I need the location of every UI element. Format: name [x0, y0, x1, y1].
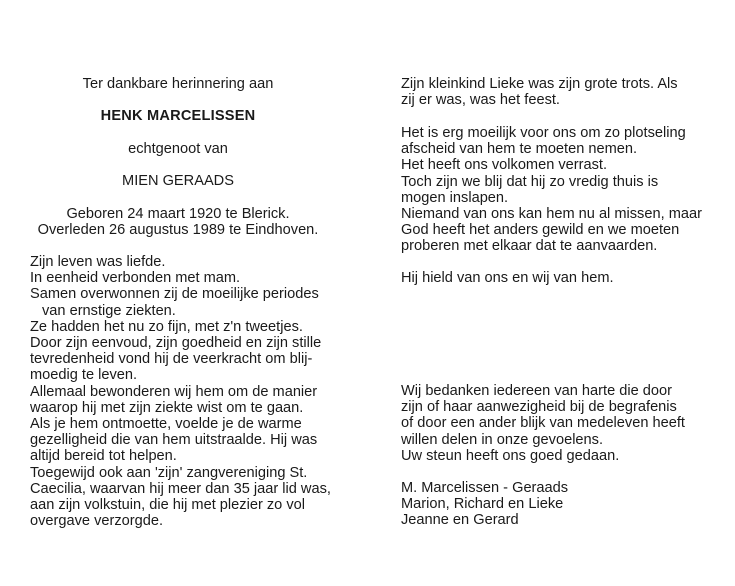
text-line: Zijn kleinkind Lieke was zijn grote trots. Als — [401, 76, 678, 92]
text-line: Wij bedanken iedereen van harte die door — [401, 383, 672, 399]
love-line: Hij hield van ons en wij van hem. — [401, 270, 614, 286]
relation-text: echtgenoot van — [128, 141, 228, 157]
text-line: zij er was, was het feest. — [401, 92, 560, 109]
text-line: Uw steun heeft ons goed gedaan. — [401, 447, 620, 464]
text-line: Niemand van ons kan hem nu al missen, maar — [401, 206, 702, 223]
death-line: Overleden 26 augustus 1989 te Eindhoven. — [37, 222, 319, 238]
signatures — [401, 480, 568, 529]
deceased-name: HENK MARCELISSEN — [100, 108, 256, 124]
life-line: tevredenheid vond hij de veerkracht om blij- — [30, 351, 313, 368]
life-line: In eenheid verbonden met mam. — [30, 270, 241, 287]
life-line: Allemaal bewonderen wij hem om de manier — [30, 383, 318, 400]
life-line: Als je hem ontmoette, voelde je de warme — [30, 416, 302, 433]
grandchild-paragraph — [401, 76, 678, 108]
life-text — [30, 254, 331, 530]
life-line: moedig te leven. — [30, 367, 138, 384]
intro-text: Ter dankbare herinnering aan — [82, 76, 274, 92]
text-line: proberen met elkaar dat te aanvaarden. — [401, 238, 658, 255]
signature-line: Marion, Richard en Lieke — [401, 496, 564, 513]
text-line: Toch zijn we blij dat hij zo vredig thuis is — [401, 173, 659, 190]
life-line: overgave verzorgde. — [30, 513, 164, 530]
life-line: Samen overwonnen zij de moeilijke periodes — [30, 286, 319, 303]
text-line: Het is erg moeilijk voor ons om zo plotseling — [401, 125, 686, 141]
text-line: of door een ander blijk van medeleven heeft — [401, 415, 685, 432]
text-line: God heeft het anders gewild en we moeten — [401, 222, 680, 239]
signature-line: Jeanne en Gerard — [401, 512, 519, 529]
life-line: Toegewijd ook aan 'zijn' zangvereniging St. — [30, 464, 308, 481]
text-line: Het heeft ons volkomen verrast. — [401, 157, 608, 174]
text-line: zijn of haar aanwezigheid bij de begrafenis — [401, 399, 677, 416]
signature-line: M. Marcelissen - Geraads — [401, 480, 569, 496]
thanks-paragraph — [401, 383, 685, 464]
life-line: waarop hij met zijn ziekte wist om te gaan. — [30, 399, 304, 416]
life-line: Ze hadden het nu zo fijn, met z'n tweetjes. — [30, 318, 303, 335]
farewell-paragraph — [401, 125, 702, 255]
text-line: afscheid van hem te moeten nemen. — [401, 141, 638, 158]
text-line: mogen inslapen. — [401, 189, 509, 206]
life-line: aan zijn volkstuin, die hij met plezier zo vol — [30, 497, 305, 514]
life-line: Caecilia, waarvan hij meer dan 35 jaar lid was, — [30, 480, 331, 497]
life-line: Door zijn eenvoud, zijn goedheid en zijn stille — [30, 335, 322, 352]
birth-line: Geboren 24 maart 1920 te Blerick. — [66, 206, 290, 222]
life-line: gezelligheid die van hem uitstraalde. Hij was — [30, 432, 318, 449]
life-line: Zijn leven was liefde. — [30, 254, 166, 270]
text-line: willen delen in onze gevoelens. — [401, 431, 604, 448]
spouse-name: MIEN GERAADS — [122, 173, 234, 189]
life-line: van ernstige ziekten. — [42, 302, 176, 319]
life-line: altijd bereid tot helpen. — [30, 448, 177, 465]
